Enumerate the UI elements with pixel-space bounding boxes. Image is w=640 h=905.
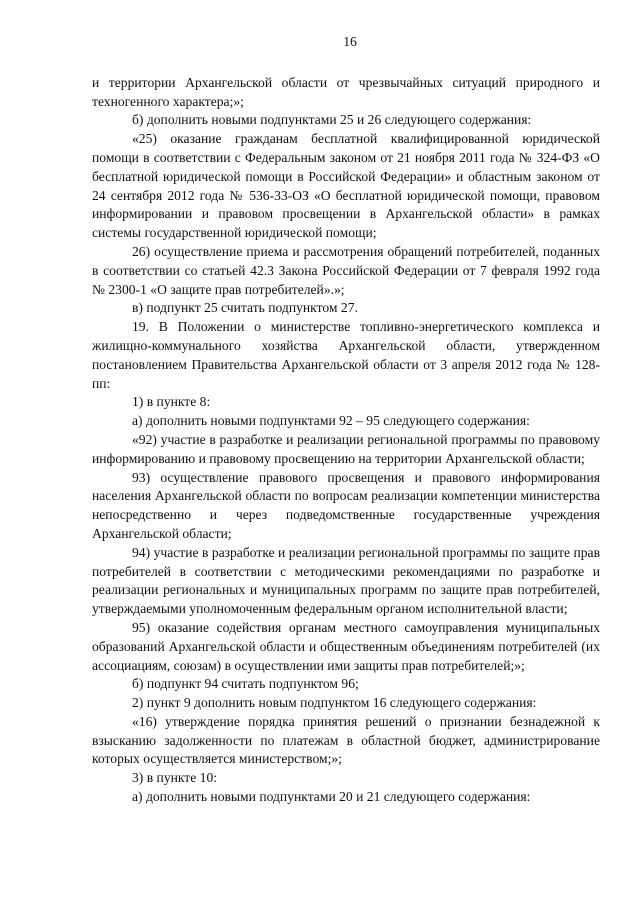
paragraph: в) подпункт 25 считать подпунктом 27. — [132, 300, 358, 316]
paragraph: 94) участие в разработке и реализации региональной программы по защите прав потребителей в соответствии с методическими рекомендациями по разработке и реализации региональных и муниципальных программ по защите прав потребителей, утверждаемыми уполномоченным федеральным органом исполнительной власти; — [92, 544, 600, 617]
paragraph: «25) оказание гражданам бесплатной квалифицированной юридической помощи в соответствии с Федеральным законом от 21 ноября 2011 года № 324-ФЗ «О бесплатной юридической помощи в Российской Федерации» и областным законом от 24 сентября 2012 года № 536-33-ОЗ «О бесплатной юридической помощи, правовом информировании и правовом просвещении в Архангельской области» в рамках системы государственной юридической помощи; — [92, 131, 600, 241]
paragraph: 26) осуществление приема и рассмотрения обращений потребителей, поданных в соответствии со статьей 42.3 Закона Российской Федерации от 7 февраля 1992 года № 2300-1 «О защите прав потребителей».»; — [92, 243, 600, 297]
paragraph: 2) пункт 9 дополнить новым подпунктом 16 следующего содержания: — [132, 695, 537, 711]
paragraph: 93) осуществление правового просвещения и правового информирования населения Архангельской области по вопросам реализации компетенции министерства непосредственно и через подведомственные государственные учреждения Архангельской области; — [92, 469, 600, 541]
paragraph: и территории Архангельской области от чрезвычайных ситуаций природного и техногенного характера;»; — [92, 74, 600, 109]
paragraph: «16) утверждение порядка принятия решений о признании безнадежной к взысканию задолженности по платежам в областной бюджет, администрирование которых осуществляется министерством;»; — [92, 713, 600, 767]
paragraph: «92) участие в разработке и реализации региональной программы по правовому информированию и правовому просвещению на территории Архангельской области; — [92, 431, 600, 466]
paragraph: б) подпункт 94 считать подпунктом 96; — [132, 676, 359, 692]
document-body — [92, 74, 600, 807]
paragraph: а) дополнить новыми подпунктами 20 и 21 следующего содержания: — [132, 789, 531, 805]
paragraph: 95) оказание содействия органам местного самоуправления муниципальных образований Архангельской области и общественным объединениям потребителей (их ассоциациям, союзам) в осуществлении ими защиты прав потребителей;»; — [92, 619, 600, 673]
paragraph: 19. В Положении о министерстве топливно-энергетического комплекса и жилищно-коммунального хозяйства Архангельской области, утвержденном постановлением Правительства Архангельской области от 3 апреля 2012 года № 128-пп: — [92, 319, 600, 391]
paragraph: б) дополнить новыми подпунктами 25 и 26 следующего содержания: — [132, 112, 532, 128]
paragraph: 3) в пункте 10: — [132, 770, 218, 786]
paragraph: а) дополнить новыми подпунктами 92 – 95 следующего содержания: — [132, 413, 530, 429]
page-number: 16 — [343, 34, 357, 49]
paragraph: 1) в пункте 8: — [132, 394, 211, 410]
